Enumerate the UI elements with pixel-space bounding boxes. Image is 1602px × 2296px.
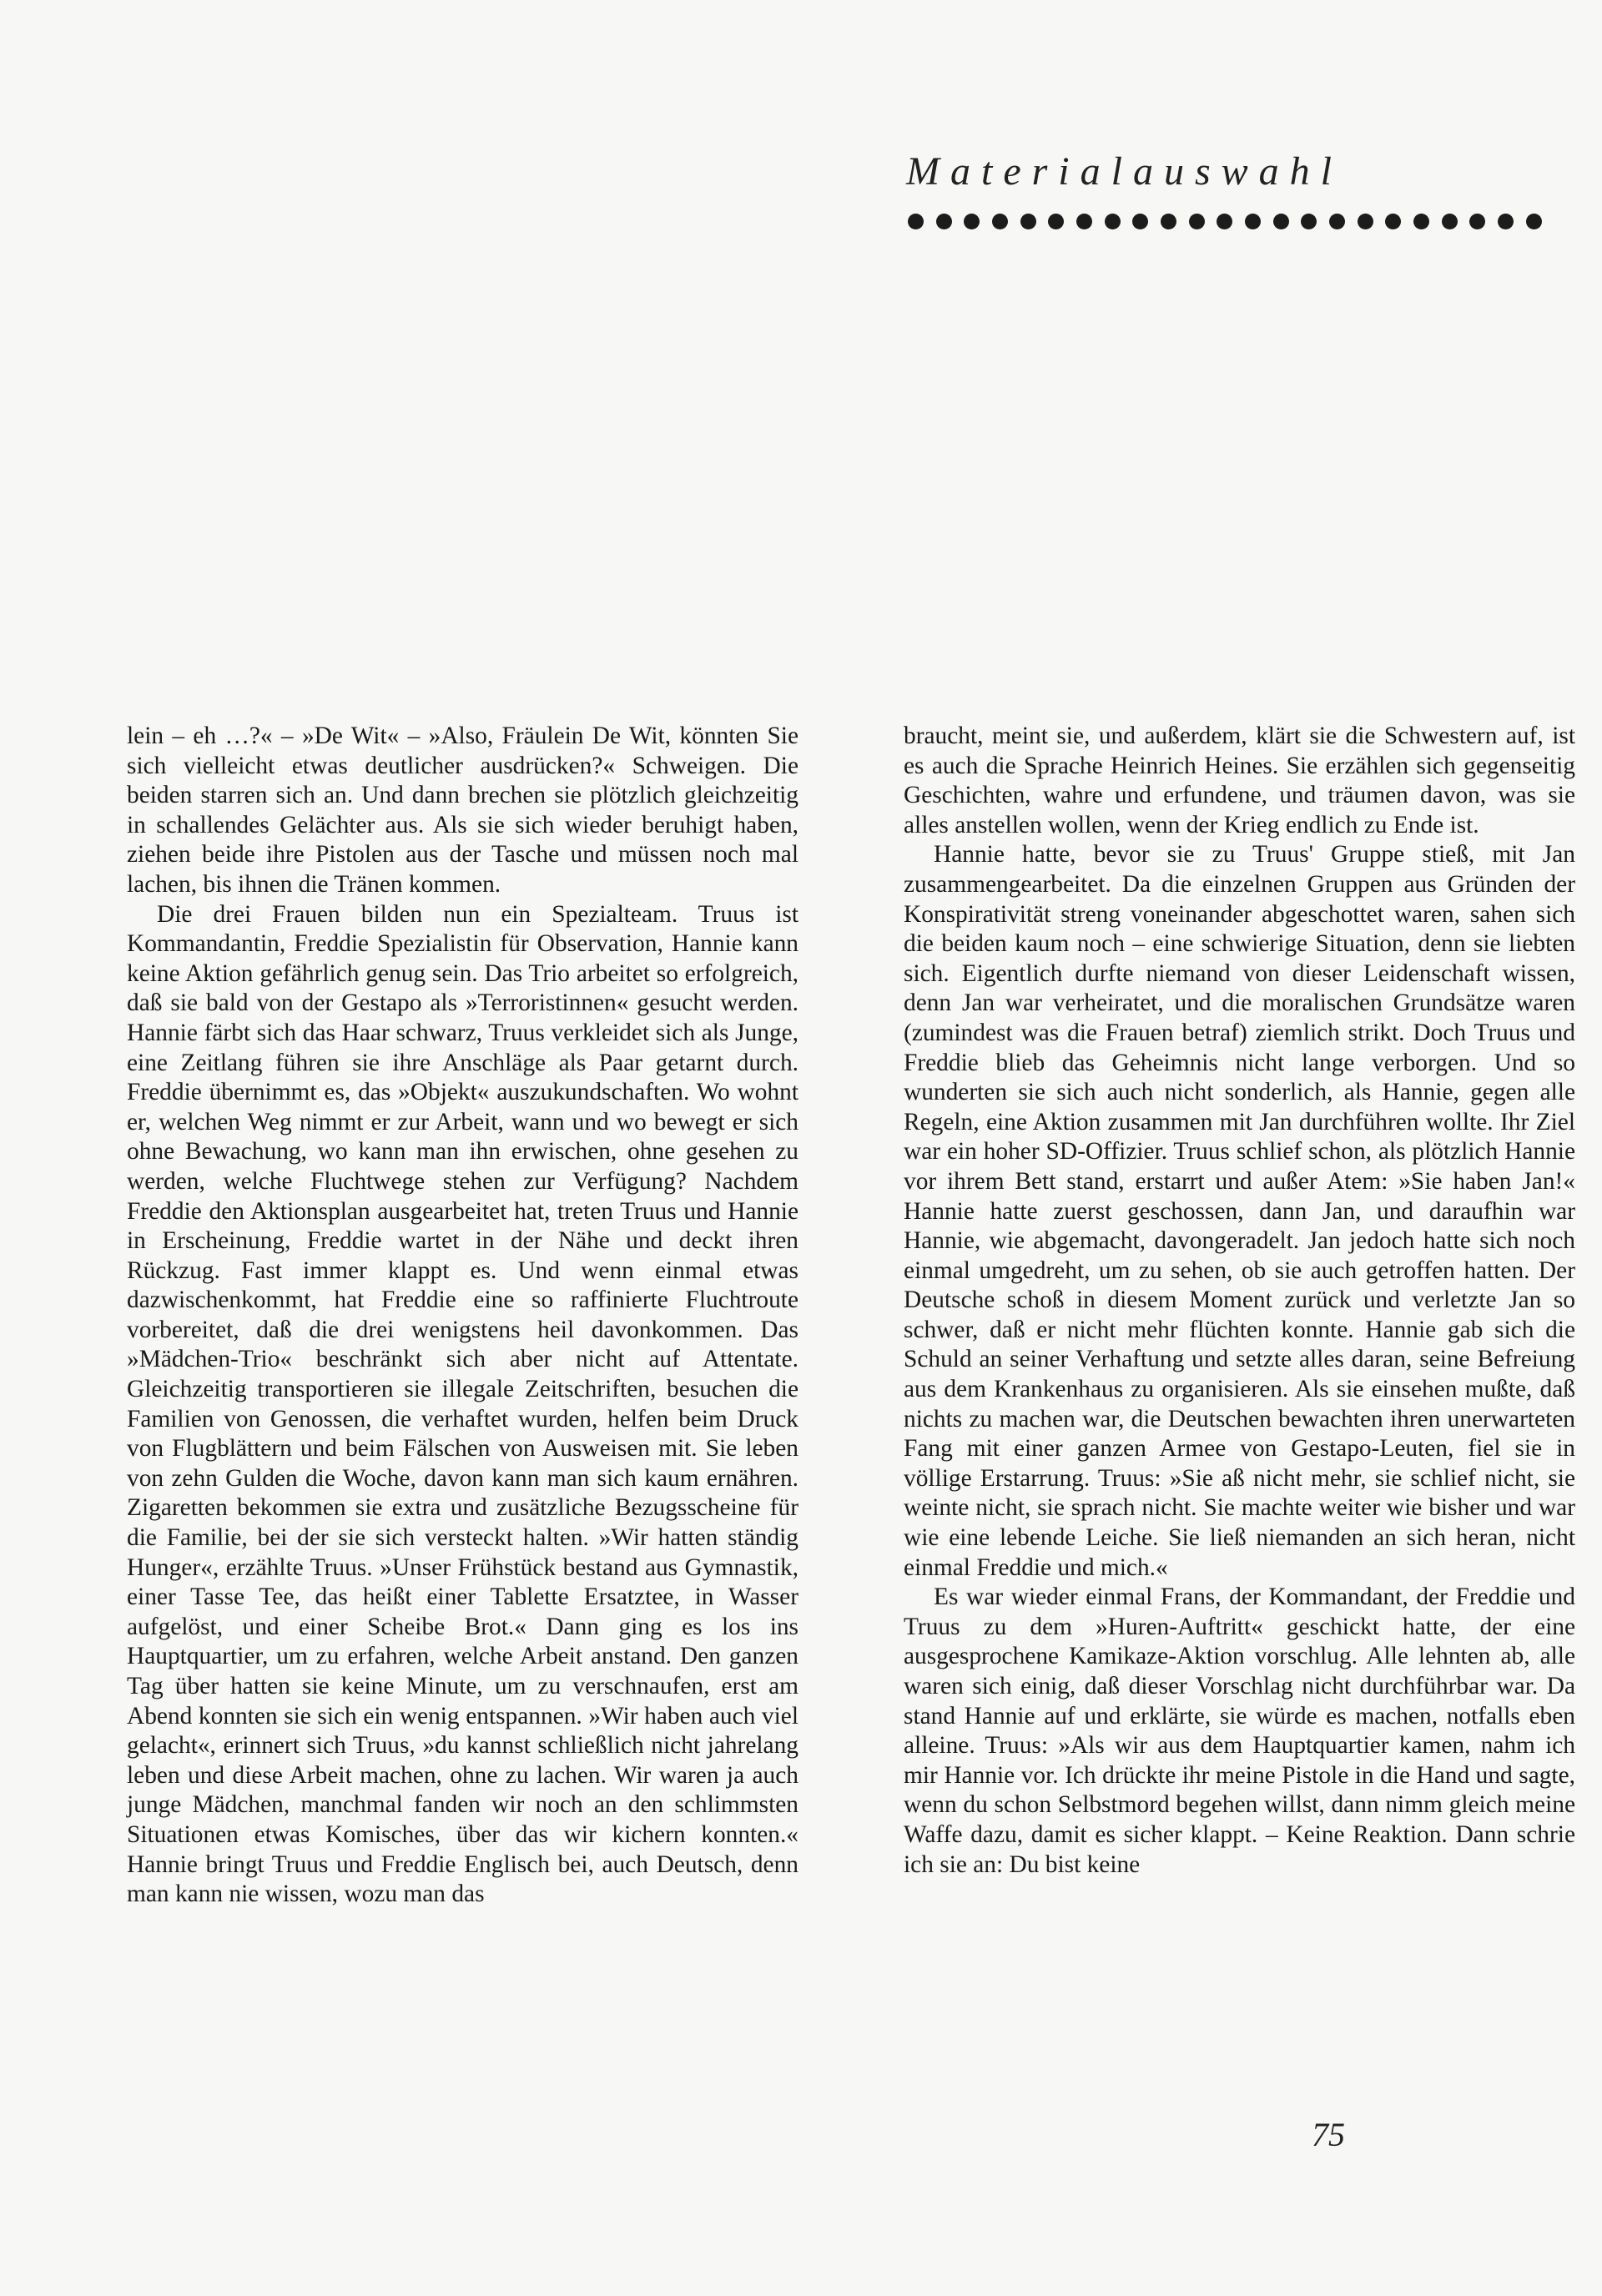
paragraph: braucht, meint sie, und außerdem, klärt sie die Schwestern auf, ist es auch die Sprache Heinrich Heines. Sie erzählen sich gegenseitig Geschichten, wahre und erfundene, und träumen davon, was sie alles anstellen wollen, wenn der Krieg endlich zu Ende ist. <box>904 723 1575 838</box>
bullet-dot <box>1020 214 1036 229</box>
paragraph: Hannie hatte, bevor sie zu Truus' Gruppe stieß, mit Jan zusammengearbeitet. Da die einzelnen Gruppen aus Gründen der Konspirativität streng voneinander abgeschottet waren, sahen sich die beiden kaum noch – eine schwierige Situation, denn sie liebten sich. Eigentlich durfte niemand von dieser Leidenschaft wissen, denn Jan war verheiratet, und die moralischen Grundsätze waren (zumindest was die Frauen betraf) ziemlich strikt. Doch Truus und Freddie blieb das Geheimnis nicht lange verborgen. Und so wunderten sie sich auch nicht sonderlich, als Hannie, gegen alle Regeln, eine Aktion zusammen mit Jan durchführen wollte. Ihr Ziel war ein hoher SD-Offizier. Truus schlief schon, als plötzlich Hannie vor ihrem Bett stand, erstarrt und außer Atem: »Sie haben Jan!« Hannie hatte zuerst geschossen, dann Jan, und daraufhin war Hannie, wie abgemacht, davongeradelt. Jan jedoch hatte sich noch einmal umgedreht, um zu sehen, ob sie auch getroffen hatten. Der Deutsche schoß in diesem Moment zurück und verletzte Jan so schwer, daß er nicht mehr flüchten konnte. Hannie gab sich die Schuld an seiner Verhaftung und setzte alles daran, seine Befreiung aus dem Krankenhaus zu organisieren. Als sie einsehen mußte, daß nichts zu machen war, die Deutschen bewachten ihren unerwarteten Fang mit einer ganzen Armee von Gestapo-Leuten, fiel sie in völlige Erstarrung. Truus: »Sie aß nicht mehr, sie schlief nicht, sie weinte nicht, sie sprach nicht. Sie machte weiter wie bisher und war wie eine lebende Leiche. Sie ließ niemanden an sich heran, nicht einmal Freddie und mich.« <box>904 841 1575 1581</box>
bullet-dot <box>1442 214 1458 229</box>
left-text-column <box>127 722 798 1910</box>
paragraph: Es war wieder einmal Frans, der Kommandant, der Freddie und Truus zu dem »Huren-Auftritt« geschickt hatte, der eine ausgesprochene Kamikaze-Aktion vorschlug. Alle lehnten ab, alle waren sich einig, daß dieser Vorschlag nicht durchführbar war. Da stand Hannie auf und erklärte, sie würde es machen, notfalls eben alleine. Truus: »Als wir aus dem Hauptquartier kamen, nahm ich mir Hannie vor. Ich drückte ihr meine Pistole in die Hand und sagte, wenn du schon Selbstmord begehen willst, dann nimm gleich meine Waffe dazu, damit es sicher klappt. – Keine Reaktion. Dann schrie ich sie an: Du bist keine <box>904 1584 1575 1878</box>
bullet-dot <box>1358 214 1373 229</box>
right-text-column <box>904 722 1575 1880</box>
bullet-dot <box>1498 214 1514 229</box>
running-title: Materialauswahl <box>906 149 1343 194</box>
paragraph: Die drei Frauen bilden nun ein Spezialteam. Truus ist Kommandantin, Freddie Spezialistin für Observation, Hannie kann keine Aktion gefährlich genug sein. Das Trio arbeitet so erfolgreich, daß sie bald von der Gestapo als »Terroristinnen« gesucht werden. Hannie färbt sich das Haar schwarz, Truus verkleidet sich als Junge, eine Zeitlang führen sie ihre Anschläge als Paar getarnt durch. Freddie übernimmt es, das »Objekt« auszukundschaften. Wo wohnt er, welchen Weg nimmt er zur Arbeit, wann und wo bewegt er sich ohne Bewachung, wo kann man ihn erwischen, ohne gesehen zu werden, welche Fluchtwege stehen zur Verfügung? Nachdem Freddie den Aktionsplan ausgearbeitet hat, treten Truus und Hannie in Erscheinung, Freddie wartet in der Nähe und deckt ihren Rückzug. Fast immer klappt es. Und wenn einmal etwas dazwischenkommt, hat Freddie eine so raffinierte Fluchtroute vorbereitet, daß die drei wenigstens heil davonkommen. Das »Mädchen-Trio« beschränkt sich aber nicht auf Attentate. Gleichzeitig transportieren sie illegale Zeitschriften, besuchen die Familien von Genossen, die verhaftet wurden, helfen beim Druck von Flugblättern und beim Fälschen von Ausweisen mit. Sie leben von zehn Gulden die Woche, davon kann man sich kaum ernähren. Zigaretten bekommen sie extra und zusätzliche Bezugsscheine für die Familie, bei der sie sich versteckt halten. »Wir hatten ständig Hunger«, erzählte Truus. »Unser Frühstück bestand aus Gymnastik, einer Tasse Tee, das heißt einer Tablette Ersatztee, in Wasser aufgelöst, und einer Scheibe Brot.« Dann ging es los ins Hauptquartier, um zu erfahren, welche Arbeit anstand. Den ganzen Tag über hatten sie keine Minute, um zu verschnaufen, erst am Abend konnten sie sich ein wenig entspannen. »Wir haben auch viel gelacht«, erinnert sich Truus, »du kannst schließlich nicht jahrelang leben und diese Arbeit machen, ohne zu lachen. Wir waren ja auch junge Mädchen, manchmal fanden wir noch an den schlimmsten Situationen etwas Komisches, über das wir kichern konnten.« Hannie bringt Truus und Freddie Englisch bei, auch Deutsch, denn man kann nie wissen, wozu man das <box>127 900 798 1908</box>
bullet-dot <box>936 214 952 229</box>
bullet-dot <box>1161 214 1176 229</box>
bullet-dot <box>1217 214 1232 229</box>
bullet-dot <box>1413 214 1429 229</box>
bullet-dot <box>964 214 980 229</box>
paragraph: lein – eh …?« – »De Wit« – »Also, Fräulein De Wit, könnten Sie sich vielleicht etwas deutlicher ausdrücken?« Schweigen. Die beiden starren sich an. Und dann brechen sie plötzlich gleichzeitig in schallendes Gelächter aus. Als sie sich wieder beruhigt haben, ziehen beide ihre Pistolen aus der Tasche und müssen noch mal lachen, bis ihnen die Tränen kommen. <box>127 723 798 898</box>
bullet-dot <box>1076 214 1092 229</box>
bullet-dot <box>1526 214 1542 229</box>
bullet-dot <box>1189 214 1205 229</box>
bullet-dot <box>908 214 924 229</box>
bullet-dot <box>1245 214 1261 229</box>
bullet-dot <box>1385 214 1401 229</box>
bullet-dot <box>1329 214 1345 229</box>
bullet-dot <box>1105 214 1121 229</box>
bullet-dot <box>1273 214 1289 229</box>
bullet-dot <box>1301 214 1317 229</box>
bullet-dot <box>1048 214 1064 229</box>
decorative-dot-rule <box>908 214 1542 229</box>
bullet-dot <box>1132 214 1148 229</box>
bullet-dot <box>992 214 1008 229</box>
bullet-dot <box>1469 214 1485 229</box>
page-number: 75 <box>1312 2116 1345 2153</box>
